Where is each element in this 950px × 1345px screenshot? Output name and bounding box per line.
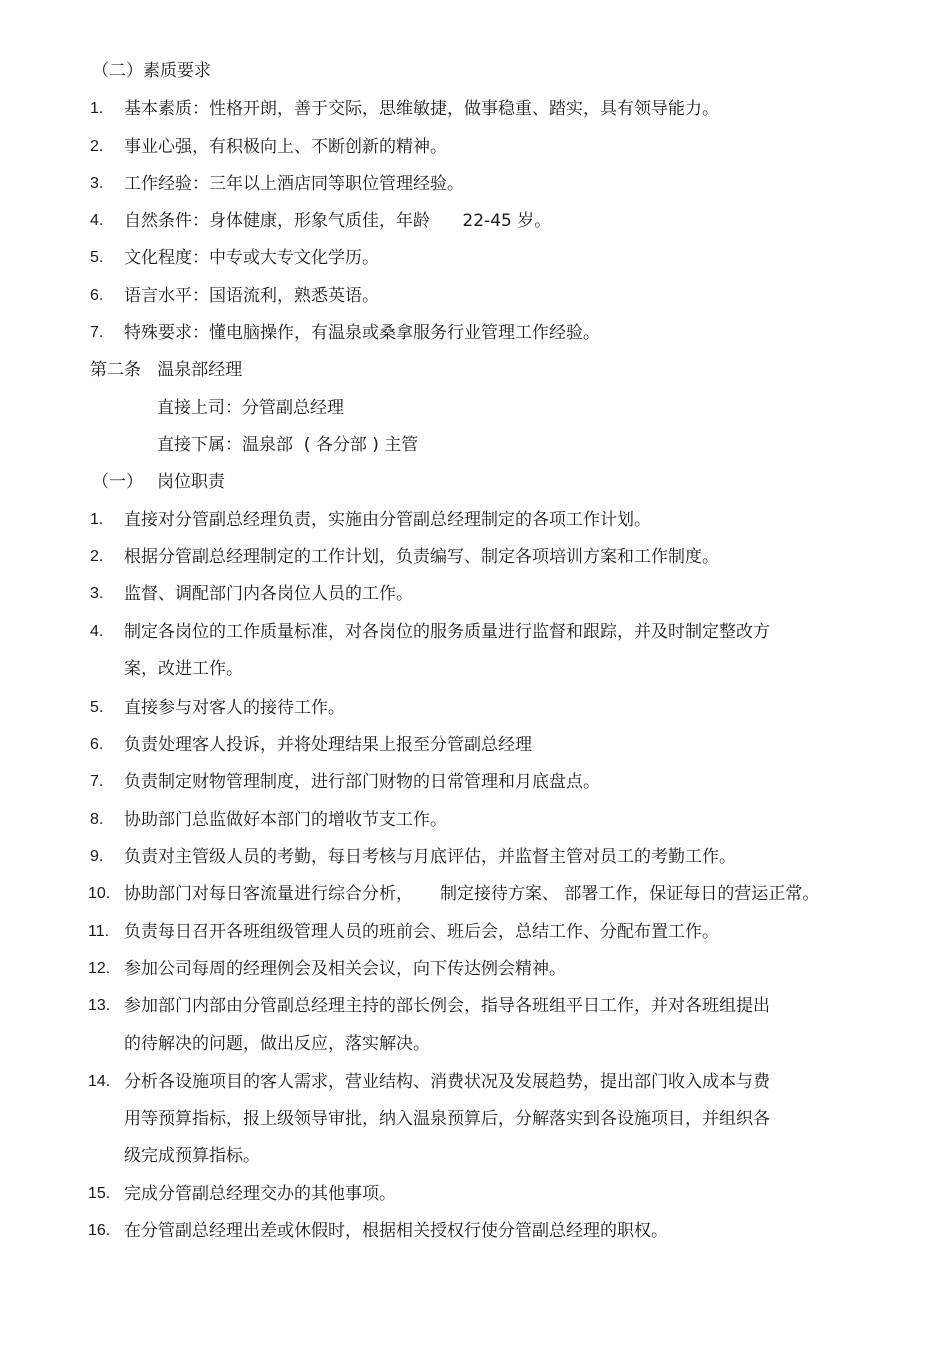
item-text: 负责处理客人投诉，并将处理结果上报至分管副总经理 (124, 735, 532, 755)
item-text: 特殊要求：懂电脑操作，有温泉或桑拿服务行业管理工作经验。 (124, 323, 600, 343)
item-number: 15. (88, 1185, 111, 1202)
item-text: 负责每日召开各班组级管理人员的班前会、班后会，总结工作、分配布置工作。 (124, 922, 719, 942)
item-number: 2. (90, 138, 104, 155)
item-number: 6. (90, 287, 104, 304)
item-text: 直接参与对客人的接待工作。 (124, 698, 345, 718)
item-number: 3. (90, 585, 104, 602)
article-title: 第二条 温泉部经理 (90, 360, 243, 380)
item-text: 根据分管副总经理制定的工作计划，负责编写、制定各项培训方案和工作制度。 (124, 547, 719, 567)
item-number: 13. (88, 997, 111, 1014)
item-text: 负责制定财物管理制度，进行部门财物的日常管理和月底盘点。 (124, 772, 600, 792)
direct-subordinate: 直接下属：温泉部 ( 各分部 ) 主管 (157, 435, 419, 455)
item-number: 2. (90, 548, 104, 565)
item-text: 自然条件：身体健康，形象气质佳，年龄 22-45 岁。 (124, 211, 552, 231)
item-text: 完成分管副总经理交办的其他事项。 (124, 1184, 396, 1204)
item-number: 5. (90, 249, 104, 266)
item-text-continuation: 用等预算指标，报上级领导审批，纳入温泉预算后，分解落实到各设施项目，并组织各 (124, 1109, 770, 1129)
item-number: 7. (90, 324, 104, 341)
item-text: 参加公司每周的经理例会及相关会议，向下传达例会精神。 (124, 959, 566, 979)
item-number: 1. (90, 100, 104, 117)
item-number: 14. (88, 1073, 111, 1090)
item-text-continuation: 案，改进工作。 (124, 659, 243, 679)
item-text: 负责对主管级人员的考勤，每日考核与月底评估，并监督主管对员工的考勤工作。 (124, 847, 736, 867)
item-number: 6. (90, 736, 104, 753)
item-text: 协助部门对每日客流量进行综合分析， 制定接待方案、 部署工作，保证每日的营运正常。 (124, 884, 820, 904)
item-text-continuation: 级完成预算指标。 (124, 1146, 260, 1166)
item-number: 3. (90, 175, 104, 192)
item-number: 7. (90, 773, 104, 790)
item-text: 参加部门内部由分管副总经理主持的部长例会，指导各班组平日工作，并对各班组提出 (124, 996, 770, 1016)
item-text: 直接对分管副总经理负责，实施由分管副总经理制定的各项工作计划。 (124, 510, 651, 530)
item-number: 8. (90, 811, 104, 828)
item-text: 文化程度：中专或大专文化学历。 (124, 248, 379, 268)
item-number: 1. (90, 511, 104, 528)
item-number: 5. (90, 699, 104, 716)
item-number: 11. (88, 923, 110, 940)
item-text: 事业心强，有积极向上、不断创新的精神。 (124, 137, 447, 157)
duties-heading-number: （一） (92, 472, 143, 492)
item-text: 制定各岗位的工作质量标准，对各岗位的服务质量进行监督和跟踪，并及时制定整改方 (124, 622, 770, 642)
item-number: 9. (90, 848, 104, 865)
item-text: 监督、调配部门内各岗位人员的工作。 (124, 584, 413, 604)
duties-heading: 岗位职责 (157, 472, 225, 492)
item-number: 4. (90, 623, 104, 640)
item-text: 基本素质：性格开朗，善于交际，思维敏捷，做事稳重、踏实，具有领导能力。 (124, 99, 719, 119)
item-text: 协助部门总监做好本部门的增收节支工作。 (124, 810, 447, 830)
item-number: 10. (88, 885, 111, 902)
item-text: 分析各设施项目的客人需求，营业结构、消费状况及发展趋势，提出部门收入成本与费 (124, 1072, 770, 1092)
item-number: 4. (90, 212, 104, 229)
item-text: 语言水平：国语流利，熟悉英语。 (124, 286, 379, 306)
item-text: 工作经验：三年以上酒店同等职位管理经验。 (124, 174, 464, 194)
item-number: 16. (88, 1222, 111, 1239)
item-text-continuation: 的待解决的问题，做出反应，落实解决。 (124, 1034, 430, 1054)
quality-heading: （二）素质要求 (92, 61, 211, 81)
item-text: 在分管副总经理出差或休假时，根据相关授权行使分管副总经理的职权。 (124, 1221, 668, 1241)
direct-superior: 直接上司：分管副总经理 (157, 398, 344, 418)
item-number: 12. (88, 960, 111, 977)
